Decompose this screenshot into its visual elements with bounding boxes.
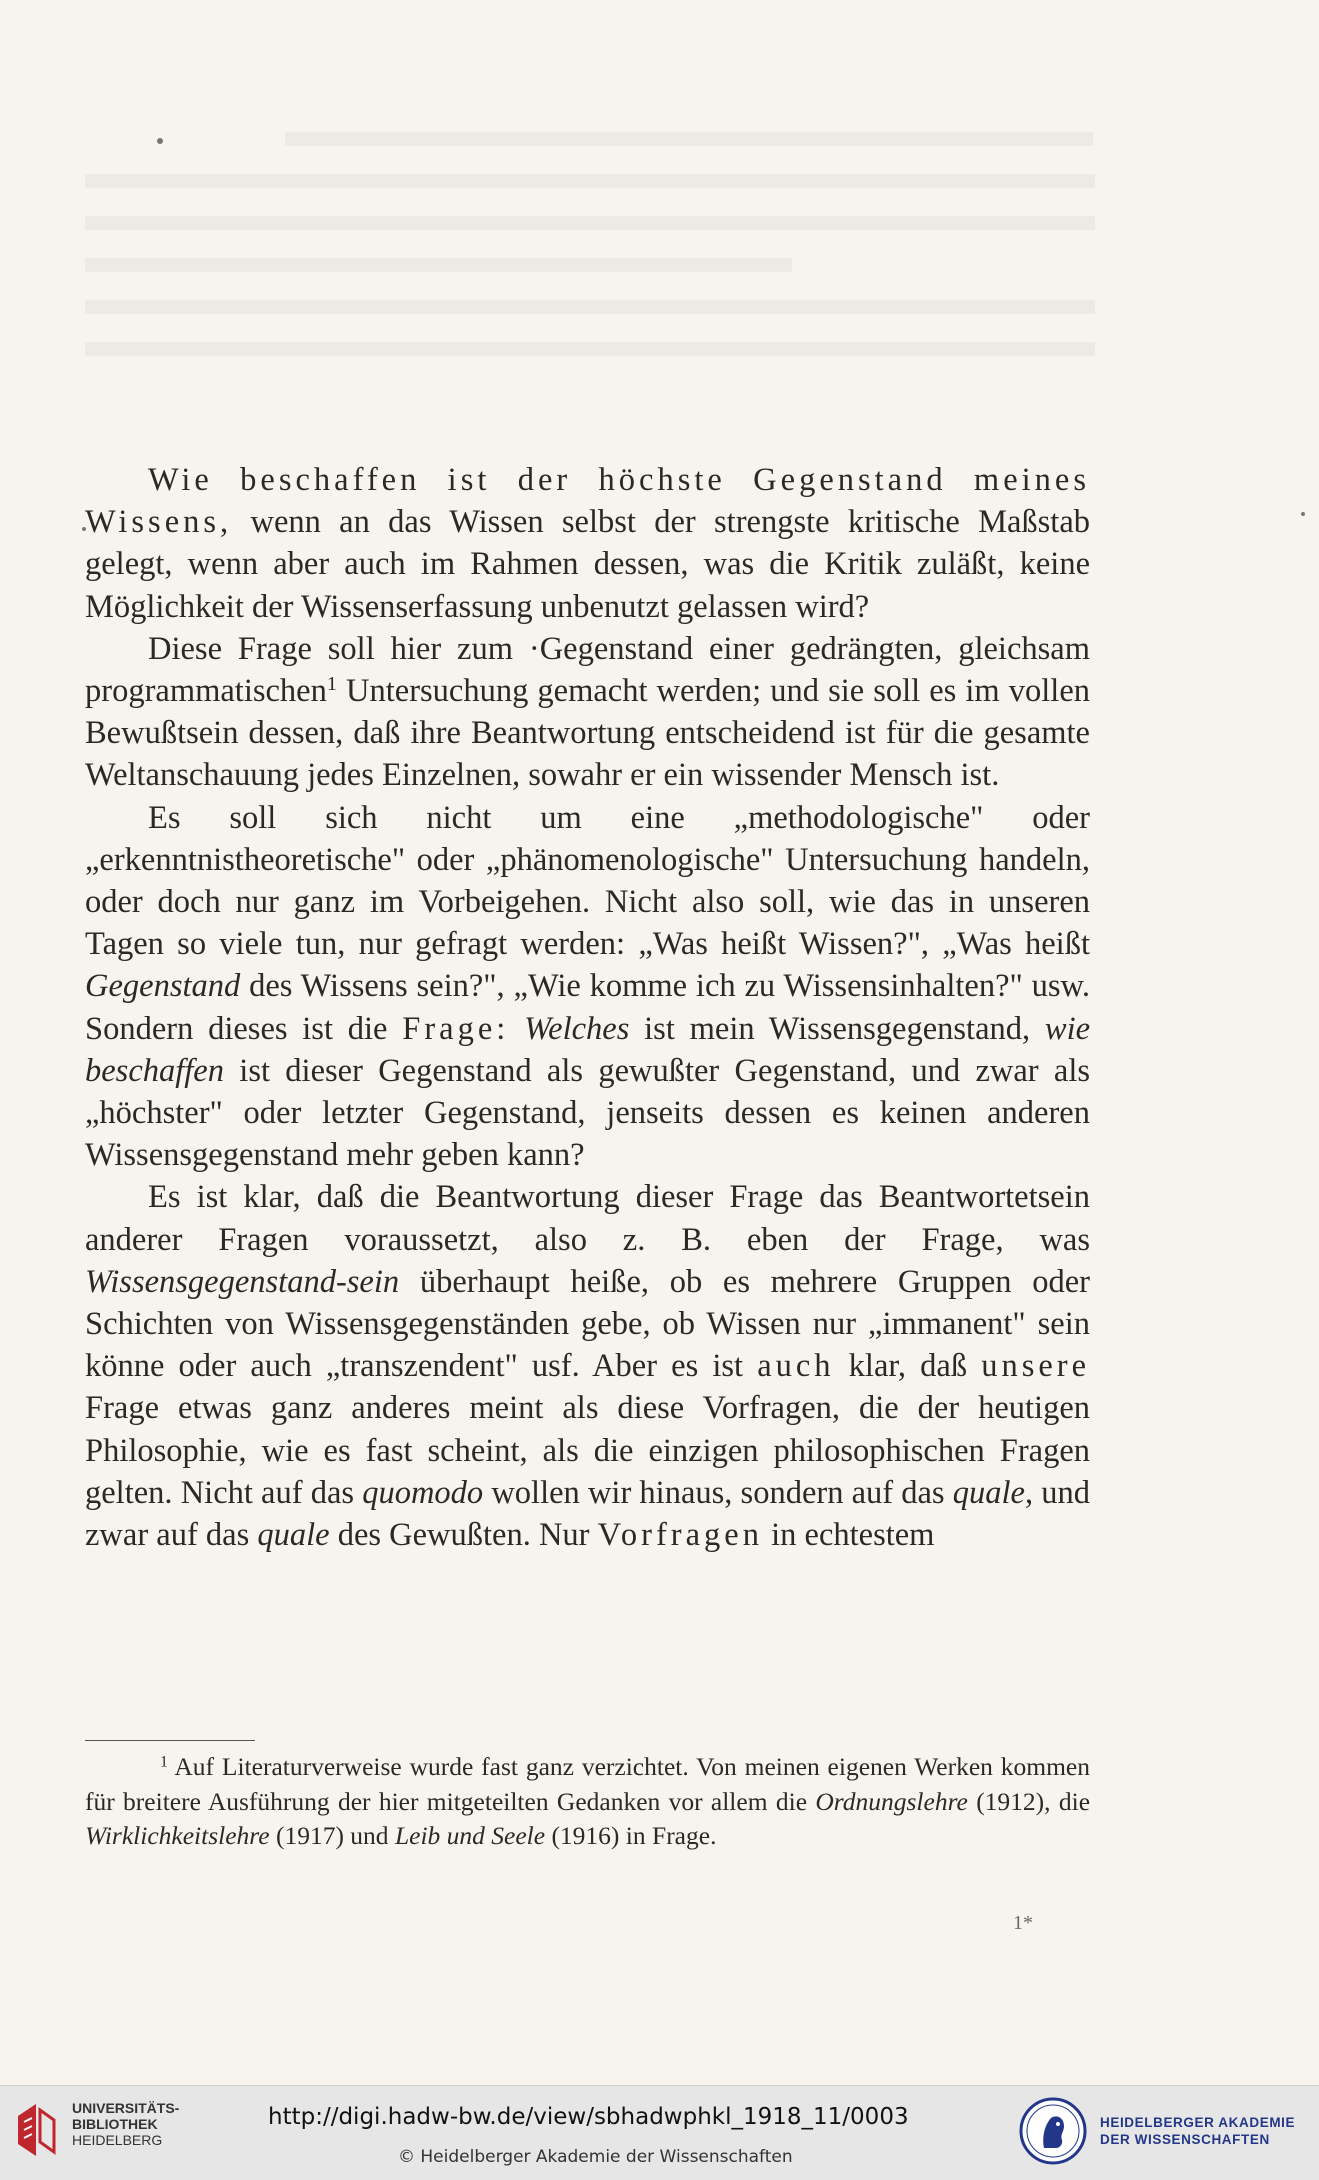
text-run: Auf Literaturverweise wurde fast ganz verzichtet. Von meinen eigenen Werken kommen für breitere Ausführung der hier mitgeteilten Gedanken vor allem die [85, 1752, 1091, 1816]
text-run: ist mein Wissensgegenstand, [644, 1010, 1031, 1047]
text-run: (1916) in Frage. [551, 1821, 717, 1850]
text-run: des Gewußten. Nur [337, 1517, 590, 1554]
text-run: überhaupt heiße, ob es mehrere Gruppen oder Schichten von Wissensgegenständen gebe, ob Wissen nur „immanent" sein könne oder auch „transzendent" usf. Aber es ist [85, 1263, 1090, 1385]
paragraph [85, 1176, 1090, 1556]
emphasis: quomodo [362, 1474, 484, 1511]
text-run: Es ist klar, daß die Beantwortung dieser Frage das Beantwortetsein anderer Fragen voraussetzt, also z. B. eben der Frage, was [85, 1179, 1090, 1258]
footnote-mark: 1 [160, 1753, 168, 1771]
scan-speck [157, 138, 163, 144]
emphasis: quale [952, 1474, 1025, 1511]
footnote [85, 1750, 1090, 1854]
text-run: Es soll sich nicht um eine „methodologische" oder „erkenntnistheoretische" oder „phänomenologische" Untersuchung handeln, oder doch nur ganz im Vorbeigehen. Nicht also soll, wie das in unseren Tagen so viele tun, nur gefragt werden: „Was heißt Wissen?", „Was heißt [85, 799, 1090, 963]
emphasis: quale [257, 1517, 330, 1554]
text-run: Diese Frage soll hier zum ·Gegenstand einer gedrängten, gleichsam programmatischen [85, 630, 1090, 710]
text-run: , und zwar auf das [85, 1474, 1090, 1554]
scan-speck [1301, 512, 1305, 516]
emphasis: Wissensgegenstand-sein [85, 1263, 400, 1300]
permalink-url[interactable]: http://digi.hadw-bw.de/view/sbhadwphkl_1918_11/0003 [268, 2104, 909, 2130]
spaced-emphasis: auch [757, 1348, 835, 1385]
signature-mark: 1* [1013, 1912, 1033, 1934]
paragraph [85, 797, 1090, 1177]
text-run: ist dieser Gegenstand als gewußter Gegenstand, und zwar als „höchster" oder letzter Gegenstand, jenseits dessen es keinen anderen Wissensgegenstand mehr geben kann? [85, 1052, 1090, 1174]
text-run: wollen wir hinaus, sondern auf das [491, 1474, 945, 1511]
academy-emblem-icon [1018, 2096, 1088, 2166]
text-run: Untersuchung gemacht werden; und sie soll es im vollen Bewußtsein dessen, daß ihre Beantwortung entscheidend ist für die gesamte Weltanschauung jedes Einzelnen, sowahr er ein wissender Mensch ist. [85, 673, 1090, 794]
emphasis: Welches [524, 1010, 630, 1047]
emphasis: Ordnungslehre [815, 1786, 968, 1816]
spaced-emphasis: Frage: [402, 1010, 510, 1047]
text-run: Frage etwas ganz anderes meint als diese Vorfragen, die der heutigen Philosophie, wie es fast scheint, als die einzigen philosophischen Fragen gelten. Nicht auf das [85, 1390, 1090, 1511]
text-run: wenn an das Wissen selbst der strengste kritische Maßstab gelegt, wenn aber auch im Rahmen dessen, was die Kritik zuläßt, keine Möglichkeit der Wissenserfassung unbenutzt gelassen wird? [85, 504, 1090, 625]
spaced-emphasis: unsere [981, 1348, 1091, 1385]
text-run: Wie beschaffen ist der höchste Gegenstand meines Wissens, [85, 462, 1090, 541]
main-text [85, 459, 1090, 1556]
text-run: (1917) und [275, 1821, 389, 1850]
text-run: in echtestem [771, 1517, 935, 1554]
library-name-line: HEIDELBERG [72, 2132, 163, 2148]
academy-name-line: HEIDELBERGER AKADEMIE [1100, 2115, 1296, 2130]
library-name-line: BIBLIOTHEK [72, 2116, 158, 2132]
emphasis: Wirklichkeitslehre [85, 1821, 270, 1850]
academy-name-line: DER WISSENSCHAFTEN [1100, 2132, 1270, 2147]
footnote-text [85, 1750, 1090, 1854]
text-run: (1912), die [976, 1786, 1091, 1816]
emphasis: wie beschaffen [85, 1010, 1091, 1089]
bleed-through-text [85, 120, 1095, 384]
spaced-emphasis: Vorfragen [597, 1517, 763, 1554]
copyright-notice: © Heidelberger Akademie der Wissenschaften [398, 2147, 793, 2167]
library-name-line: UNIVERSITÄTS- [72, 2100, 180, 2116]
footnote-reference[interactable]: 1 [326, 672, 337, 695]
footnote-divider [85, 1740, 255, 1741]
paragraph [85, 459, 1090, 628]
university-library-logo-icon [14, 2098, 58, 2162]
text-run: klar, daß [848, 1348, 968, 1385]
viewer-footer [0, 2085, 1319, 2180]
text-run: des Wissens sein?", „Wie komme ich zu Wissensinhalten?" usw. Sondern dieses ist die [85, 968, 1091, 1047]
paragraph [85, 628, 1090, 797]
emphasis: Gegenstand [85, 968, 241, 1005]
university-library-name [72, 2100, 179, 2148]
emphasis: Leib und Seele [394, 1821, 546, 1850]
academy-name [1100, 2114, 1295, 2148]
